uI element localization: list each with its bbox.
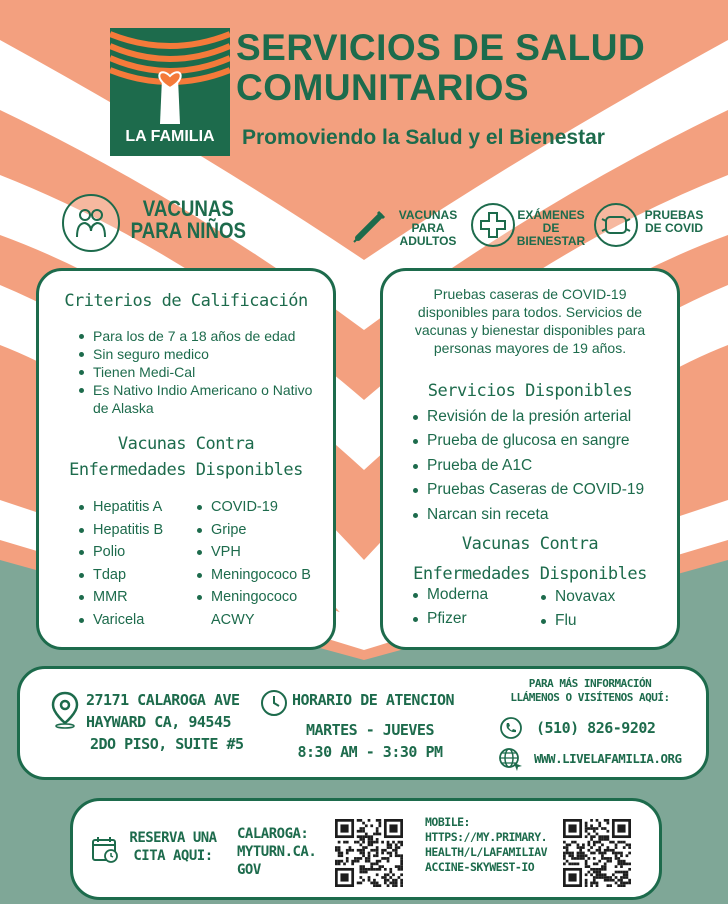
- mobile-line2: HTTPS://MY.PRIMARY.: [425, 830, 548, 844]
- kids-vaccines-heading-line2: Enfermedades Disponibles: [69, 460, 303, 480]
- calaroga-qr-code[interactable]: [335, 819, 403, 887]
- criteria-item: Para los de 7 a 18 años de edad: [77, 327, 321, 345]
- service-item: Prueba de glucosa en sangre: [411, 429, 681, 453]
- reserve-appointment-bar: [70, 798, 662, 900]
- mobile-link[interactable]: [425, 815, 547, 875]
- kids-vaccine-item: MMR: [77, 586, 189, 609]
- globe-icon: [498, 747, 524, 773]
- address-block: [86, 689, 244, 755]
- mobile-line3: HEALTH/L/LAFAMILIAV: [425, 845, 548, 859]
- criteria-item: Es Nativo Indio Americano o Nativo de Alaska: [77, 381, 321, 417]
- page-subtitle: Promoviendo la Salud y el Bienestar: [242, 126, 605, 149]
- hours-days: MARTES - JUEVES: [306, 721, 434, 739]
- adult-vaccines-heading: [383, 529, 677, 589]
- kids-vaccines-col2: [195, 496, 335, 632]
- reserve-label-line1: RESERVA UNA: [129, 830, 217, 846]
- adult-vaccines-heading-line2: Enfermedades Disponibles: [413, 564, 647, 584]
- services-list: [411, 405, 681, 527]
- page-title: [236, 28, 716, 108]
- mobile-line4: ACCINE-SKYWEST-IO: [425, 860, 535, 874]
- logo-text: LA FAMILIA: [125, 128, 215, 145]
- phone-number[interactable]: (510) 826-9202: [536, 719, 656, 737]
- kids-vaccine-item: Gripe: [195, 519, 335, 542]
- mobile-qr-code[interactable]: [563, 819, 631, 887]
- adult-vaccines-col1: [411, 583, 531, 632]
- adult-info-card: [380, 268, 680, 650]
- services-heading: Servicios Disponibles: [427, 381, 633, 401]
- contact-title-line2: LLÁMENOS O VISÍTENOS AQUÍ:: [510, 691, 670, 704]
- criteria-item: Sin seguro medico: [77, 345, 321, 363]
- kids-vaccine-item: Meningococo B: [195, 564, 335, 587]
- address-line-2: HAYWARD CA, 94545: [86, 713, 232, 731]
- contact-title-line1: PARA MÁS INFORMACIÓN: [528, 677, 652, 690]
- adult-vaccine-item: Flu: [539, 609, 659, 633]
- adult-vaccine-item: Novavax: [539, 585, 659, 609]
- adult-vaccines-label: VACUNAS PARA ADULTOS: [398, 208, 458, 248]
- kids-vaccine-item: VPH: [195, 541, 335, 564]
- service-item: Prueba de A1C: [411, 454, 681, 478]
- kids-vaccines-heading-line1: Vacunas Contra: [117, 434, 255, 454]
- calaroga-line2: MYTURN.CA.: [237, 844, 317, 860]
- kids-vaccines-heading: [39, 431, 333, 483]
- covid-mask-icon: [594, 203, 638, 247]
- title-line-1: SERVICIOS DE SALUD: [236, 27, 646, 68]
- kids-vaccine-item: COVID-19: [195, 496, 335, 519]
- wellness-cross-icon: [471, 203, 515, 247]
- adult-vaccines-col2: [539, 585, 659, 634]
- clock-icon: [260, 689, 288, 717]
- service-item: Revisión de la presión arterial: [411, 405, 681, 429]
- address-line-3: 2DO PISO, SUITE #5: [90, 735, 244, 753]
- kids-vaccines-label: VACUNAS PARA NIÑOS: [130, 196, 247, 243]
- service-item: Narcan sin receta: [411, 503, 681, 527]
- phone-icon: [500, 717, 522, 739]
- wellness-exams-label: EXÁMENES DE BIENESTAR: [516, 208, 586, 248]
- title-line-2: COMUNITARIOS: [236, 67, 530, 108]
- kids-vaccine-item: Varicela: [77, 609, 189, 632]
- website-link[interactable]: WWW.LIVELAFAMILIA.ORG: [534, 751, 682, 766]
- location-pin-icon: [50, 691, 80, 729]
- criteria-list: [77, 327, 321, 417]
- reserve-label-line2: CITA AQUI:: [133, 848, 213, 864]
- covid-tests-label: PRUEBAS DE COVID: [644, 208, 704, 235]
- adult-vaccine-item: Moderna: [411, 583, 531, 607]
- kids-vaccine-item: Hepatitis B: [77, 519, 189, 542]
- adult-vaccines-heading-line1: Vacunas Contra: [461, 534, 599, 554]
- criteria-item: Tienen Medi-Cal: [77, 363, 321, 381]
- calaroga-link[interactable]: [237, 825, 316, 879]
- logo-tree-icon: [110, 28, 230, 128]
- kids-vaccine-item: Tdap: [77, 564, 189, 587]
- mobile-line1: MOBILE:: [425, 815, 470, 829]
- service-item: Pruebas Caseras de COVID-19: [411, 478, 681, 502]
- calaroga-line1: CALAROGA:: [237, 826, 309, 842]
- hours-block: [280, 719, 460, 763]
- adult-intro-text: Pruebas caseras de COVID-19 disponibles para todos. Servicios de vacunas y bienestar disponibles para personas mayores de 19 años.: [414, 286, 646, 356]
- calendar-icon: [91, 835, 119, 863]
- address-line-1: 27171 CALAROGA AVE: [86, 691, 240, 709]
- kids-vaccine-icon: [62, 194, 120, 252]
- kids-vaccine-item: Meningococo ACWY: [195, 586, 335, 631]
- calaroga-line3: GOV: [237, 862, 261, 878]
- reserve-label: [123, 829, 223, 865]
- contact-title: [490, 677, 690, 705]
- kids-vaccine-item: Polio: [77, 541, 189, 564]
- hours-time: 8:30 AM - 3:30 PM: [297, 743, 443, 761]
- syringe-icon: [350, 206, 390, 246]
- contact-info-bar: [17, 666, 709, 780]
- kids-vaccines-col1: [77, 496, 189, 632]
- kids-vaccine-item: Hepatitis A: [77, 496, 189, 519]
- hours-title: HORARIO DE ATENCION: [292, 691, 455, 709]
- criteria-heading: Criterios de Calificación: [64, 291, 308, 311]
- la-familia-logo: [110, 28, 230, 156]
- kids-info-card: [36, 268, 336, 650]
- adult-vaccine-item: Pfizer: [411, 607, 531, 631]
